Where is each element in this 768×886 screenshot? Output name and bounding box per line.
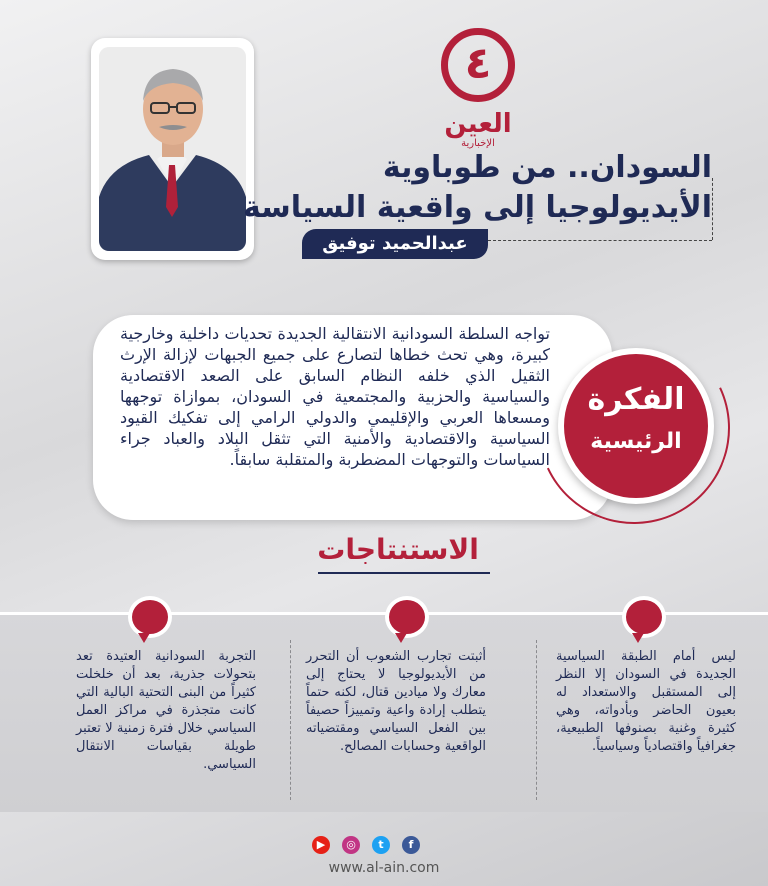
author-portrait-image [99,47,246,251]
al-ain-logo [433,28,523,148]
conclusion-item-3: التجربة السودانية العتيدة تعد بتحولات جذرية، بعد أن خلخلت كثيراً من البنى التحتية البالية التي كانت متجذرة في مراكز العمل السياسي خلال فترة زمنية لا تعتبر طويلة بقياسات الانتقال السياسي. [76,649,256,772]
title-dotted-line-vertical [712,178,713,240]
conclusion-item-2: أثبتت تجارب الشعوب أن التحرر من الأيديولوجيا لا يحتاج إلى معارك ولا ميادين قتال، لكنه حتماً يتطلب إرادة واعية وتمييزاً حصيفاً بين الفعل السياسي ومقتضياته الواقعية وحسابات المصالح. [306,649,486,754]
twitter-icon[interactable]: t [372,836,390,854]
main-idea-label-circle [558,348,714,504]
logo-subtitle: الإخبارية [461,138,495,149]
conclusions-heading: الاستنتاجات [317,533,479,566]
youtube-icon[interactable]: ▶ [312,836,330,854]
speech-bubble-icon [385,596,429,638]
author-photo [99,47,246,251]
conclusion-item-1: ليس أمام الطبقة السياسية الجديدة في السودان إلا النظر إلى المستقبل والاستعداد له بعيون الحاضر وبأدواته، وهي كثيرة وغنية بصنوفها الطبيعية، جغرافياً واقتصادياً وسياسياً. [556,649,736,754]
facebook-icon[interactable]: f [402,836,420,854]
speech-bubble-icon [128,596,172,638]
website-url[interactable]: www.al-ain.com [328,860,440,876]
main-idea-text: تواجه السلطة السودانية الانتقالية الجديدة تحديات داخلية وخارجية كبيرة، وهي تحث خطاها لتصارع على جميع الجبهات لإزالة الإرث الثقيل الذي خلفه النظام السابق على الصعد الاقتصادية والسياسية والحزبية والمجتمعية في السودان، بموازاة توجهها ومسعاها العربي والإقليمي والدولي الرامي إلى تفكيك القيود السياسية والاقتصادية والأمنية التي تثقل البلاد والعباد جراء السياسات والتوجهات المضطربة والمتقلبة سابقاً. [120,324,550,469]
author-photo-frame [91,38,254,260]
title-line-1: السودان.. من طوباوية [382,150,712,185]
logo-name: العين [444,109,512,139]
instagram-icon[interactable]: ◎ [342,836,360,854]
title-line-2: الأيديولوجيا إلى واقعية السياسة [243,190,712,225]
title-dotted-line-horizontal [488,240,712,241]
author-name-badge: عبدالحميد توفيق [302,229,488,259]
main-idea-label-line1: الفكرة [587,382,685,417]
column-divider [290,640,292,800]
column-divider [536,640,538,800]
main-idea-label-line2: الرئيسية [590,429,682,454]
speech-bubble-icon [622,596,666,638]
logo-glyph: ٤ [464,38,492,89]
conclusions-underline [318,572,490,574]
